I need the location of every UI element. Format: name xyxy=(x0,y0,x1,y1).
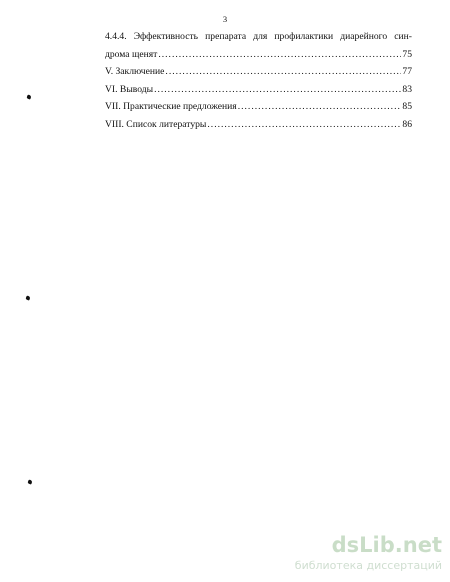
binding-hole-mark xyxy=(26,94,31,99)
toc-entry-findings xyxy=(105,81,412,99)
dot-leader xyxy=(165,63,401,81)
watermark-subtitle: библиотека диссертаций xyxy=(294,559,442,572)
toc-entry-4-4-4-line-1: 4.4.4. Эффективность препарата для профилактики диарейного син- xyxy=(105,31,412,42)
toc-entry-label: дрома щенят xyxy=(105,48,158,60)
binding-hole-mark xyxy=(25,295,30,300)
toc-entry-references xyxy=(105,116,412,134)
toc-entry-label: VIII. Список литературы xyxy=(105,118,207,130)
toc-entry-label: V. Заключение xyxy=(105,66,165,77)
table-of-contents xyxy=(105,28,412,133)
toc-entry-practical-proposals xyxy=(105,98,412,116)
page-number: 3 xyxy=(222,14,228,24)
toc-entry-page: 83 xyxy=(402,83,412,95)
dot-leader xyxy=(238,98,402,116)
binding-hole-mark xyxy=(27,479,32,484)
watermark xyxy=(262,533,442,573)
toc-entry-page: 85 xyxy=(402,101,412,112)
watermark-logo: dsLib.net xyxy=(331,533,442,557)
dot-leader xyxy=(154,81,401,99)
toc-entry-label: VII. Практические предложения xyxy=(105,101,237,112)
dot-leader xyxy=(207,116,401,134)
toc-entry-conclusion xyxy=(105,63,412,81)
toc-entry-page: 77 xyxy=(402,66,412,77)
toc-entry-label: VI. Выводы xyxy=(105,83,154,95)
toc-entry-page: 75 xyxy=(402,48,412,60)
dot-leader xyxy=(158,46,401,64)
toc-entry-4-4-4-line-2 xyxy=(105,46,412,64)
toc-entry-page: 86 xyxy=(402,118,412,130)
